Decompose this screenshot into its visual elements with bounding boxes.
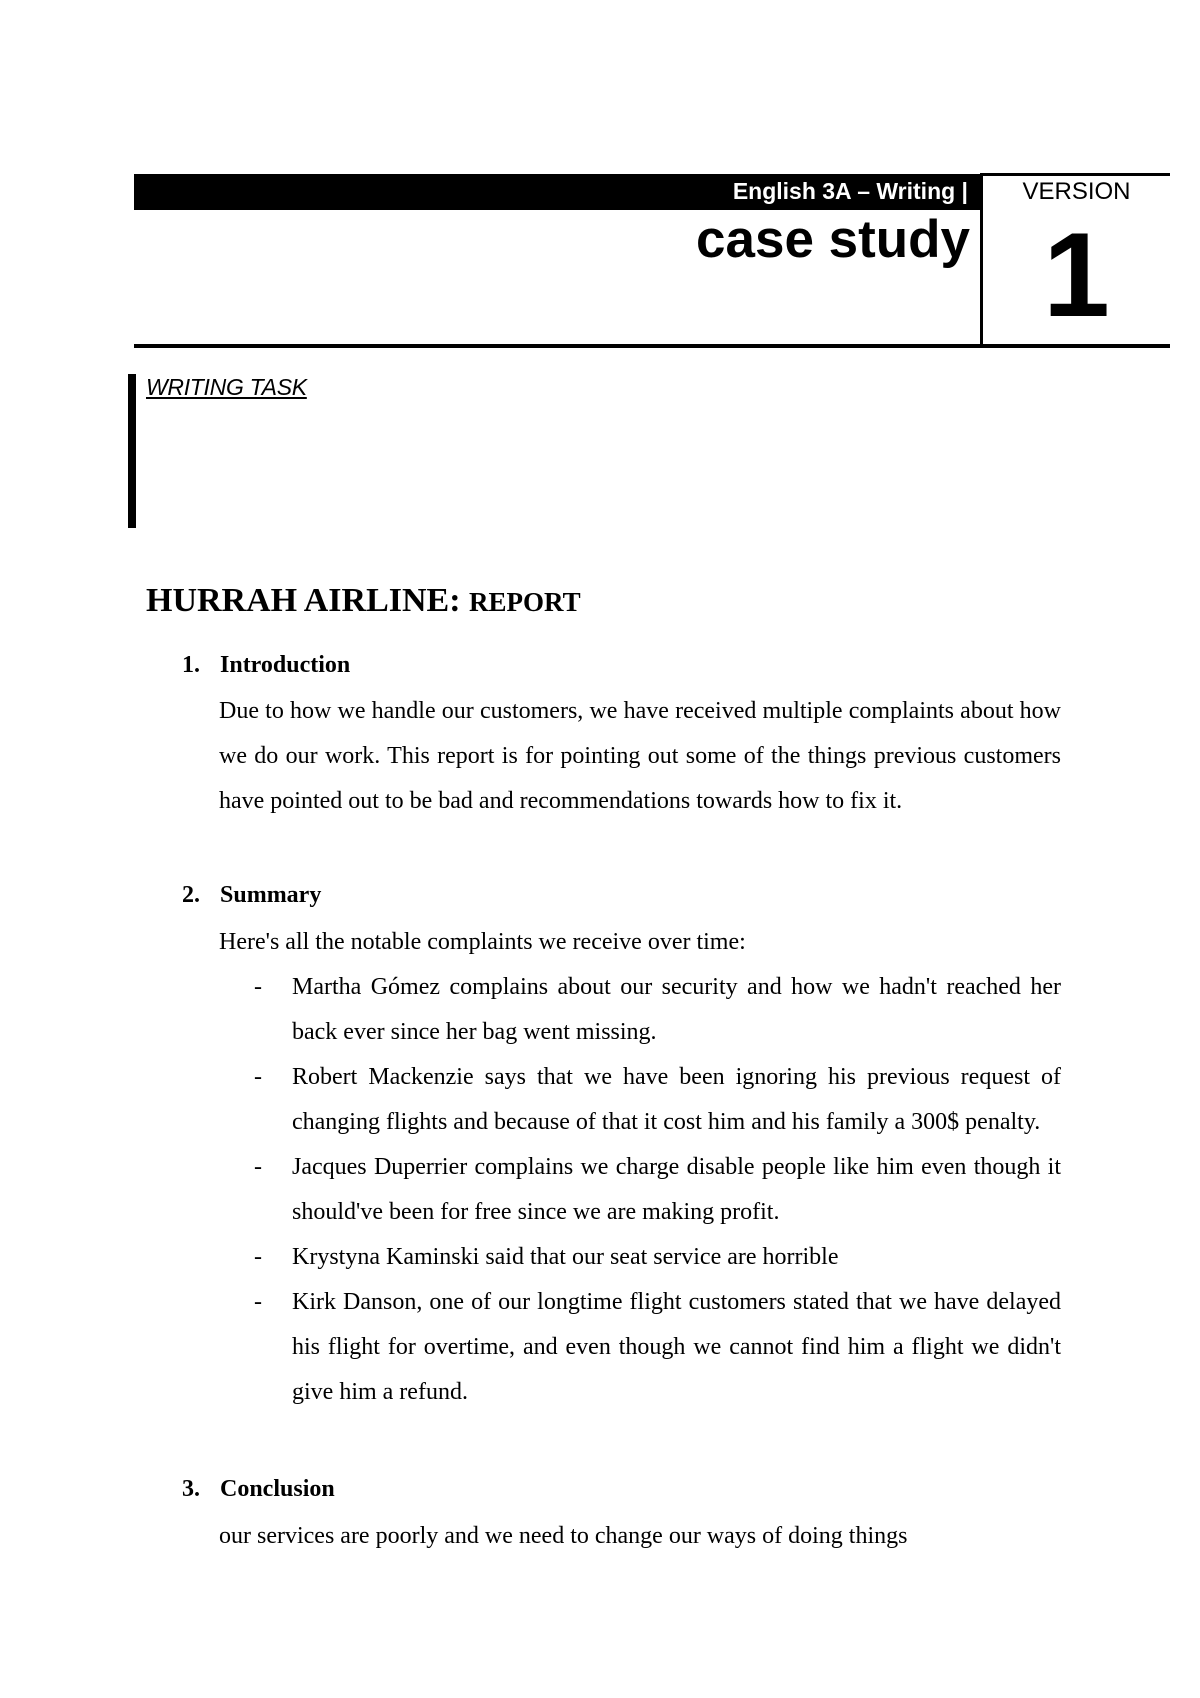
- header-divider: [134, 344, 1170, 348]
- section-title: Summary: [220, 882, 322, 908]
- course-label: English 3A – Writing |: [732, 178, 968, 204]
- list-item: [219, 1235, 1061, 1280]
- version-number: 1: [1043, 208, 1110, 342]
- bullet-dash: -: [254, 1154, 262, 1180]
- page-title: case study: [696, 210, 970, 269]
- report-title: [146, 582, 581, 620]
- list-item: [219, 1055, 1061, 1145]
- list-item-text: Jacques Duperrier complains we charge disable people like him even though it should've been for free since we are making profit.: [292, 1154, 1061, 1225]
- bullet-dash: -: [254, 1289, 262, 1315]
- version-box: [980, 174, 1170, 346]
- section-title: Conclusion: [220, 1476, 335, 1502]
- bullet-dash: -: [254, 974, 262, 1000]
- list-item: [219, 965, 1061, 1055]
- section-number: 2.: [182, 882, 200, 908]
- list-item: [219, 1145, 1061, 1235]
- section-number: 1.: [182, 652, 200, 678]
- list-item-text: Martha Gómez complains about our security and how we hadn't reached her back ever since her bag went missing.: [292, 974, 1061, 1045]
- summary-paragraph: Here's all the notable complaints we receive over time:: [219, 929, 746, 955]
- section-heading-conclusion: [182, 1476, 335, 1503]
- bullet-dash: -: [254, 1244, 262, 1270]
- section-title: Introduction: [220, 652, 351, 678]
- list-item: [219, 1280, 1061, 1415]
- section-heading-summary: [182, 882, 321, 909]
- list-item-text: Krystyna Kaminski said that our seat service are horrible: [292, 1244, 839, 1270]
- list-item-text: Robert Mackenzie says that we have been ignoring his previous request of changing flights and because of that it cost him and his family a 300$ penalty.: [292, 1064, 1061, 1135]
- report-title-sub: REPORT: [469, 587, 581, 617]
- introduction-paragraph: Due to how we handle our customers, we have received multiple complaints about how we do our work. This report is for pointing out some of the things previous customers have pointed out to be bad and recommendations towards how to fix it.: [219, 698, 1061, 814]
- version-label: VERSION: [1022, 178, 1131, 205]
- section-number: 3.: [182, 1476, 200, 1502]
- complaints-list: [219, 965, 1061, 1415]
- bullet-dash: -: [254, 1064, 262, 1090]
- section-heading-introduction: [182, 652, 350, 679]
- report-title-main: HURRAH AIRLINE:: [146, 582, 461, 619]
- header-bar: [134, 174, 980, 210]
- conclusion-paragraph: our services are poorly and we need to change our ways of doing things: [219, 1523, 908, 1549]
- list-item-text: Kirk Danson, one of our longtime flight customers stated that we have delayed his flight for overtime, and even though we cannot find him a flight we didn't give him a refund.: [292, 1289, 1061, 1405]
- writing-task-label: WRITING TASK: [146, 374, 307, 400]
- task-sidebar-rule: [128, 374, 136, 528]
